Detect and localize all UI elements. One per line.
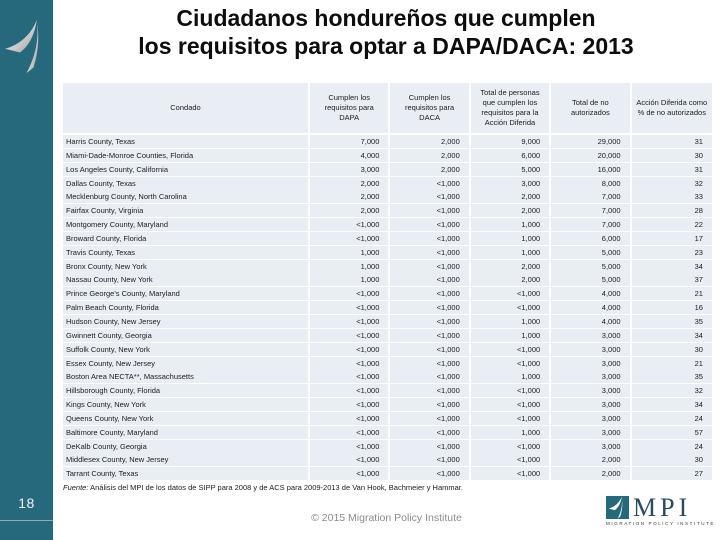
table-row	[63, 412, 712, 425]
cell-porcentaje: 17	[632, 232, 712, 245]
cell-dapa: <1,000	[310, 398, 390, 411]
table-row	[63, 384, 712, 397]
cell-condado: Boston Area NECTA**, Massachusetts	[63, 370, 310, 383]
cell-total-accion-diferida: <1,000	[471, 343, 551, 356]
cell-total-accion-diferida: <1,000	[471, 398, 551, 411]
table-row	[63, 260, 712, 273]
cell-condado: Harris County, Texas	[63, 135, 310, 148]
col-header-daca: Cumplen los requisitos para DACA	[390, 83, 470, 133]
cell-total-no-autorizados: 5,000	[551, 273, 631, 286]
cell-dapa: 2,000	[310, 204, 390, 217]
cell-dapa: 2,000	[310, 177, 390, 190]
table-row	[63, 149, 712, 162]
cell-condado: DeKalb County, Georgia	[63, 440, 310, 453]
cell-dapa: <1,000	[310, 357, 390, 370]
cell-total-no-autorizados: 3,000	[551, 440, 631, 453]
table-row	[63, 273, 712, 286]
cell-total-no-autorizados: 2,000	[551, 453, 631, 466]
cell-dapa: 1,000	[310, 246, 390, 259]
cell-total-no-autorizados: 6,000	[551, 232, 631, 245]
cell-porcentaje: 24	[632, 412, 712, 425]
col-header-total-no-autorizados: Total de no autorizados	[551, 83, 631, 133]
cell-dapa: <1,000	[310, 412, 390, 425]
cell-daca: <1,000	[390, 357, 470, 370]
table-row	[63, 398, 712, 411]
cell-total-no-autorizados: 3,000	[551, 343, 631, 356]
cell-daca: <1,000	[390, 343, 470, 356]
cell-condado: Fairfax County, Virginia	[63, 204, 310, 217]
cell-porcentaje: 34	[632, 398, 712, 411]
cell-dapa: 7,000	[310, 135, 390, 148]
cell-total-accion-diferida: 5,000	[471, 163, 551, 176]
cell-dapa: 1,000	[310, 273, 390, 286]
table-row	[63, 246, 712, 259]
cell-daca: <1,000	[390, 246, 470, 259]
cell-daca: <1,000	[390, 426, 470, 439]
table-row	[63, 177, 712, 190]
cell-condado: Nassau County, New York	[63, 273, 310, 286]
cell-daca: 2,000	[390, 149, 470, 162]
table-row	[63, 343, 712, 356]
cell-daca: <1,000	[390, 315, 470, 328]
cell-daca: <1,000	[390, 287, 470, 300]
cell-condado: Bronx County, New York	[63, 260, 310, 273]
cell-dapa: 4,000	[310, 149, 390, 162]
cell-condado: Broward County, Florida	[63, 232, 310, 245]
data-table	[63, 83, 712, 481]
cell-daca: <1,000	[390, 467, 470, 480]
cell-total-accion-diferida: 9,000	[471, 135, 551, 148]
cell-total-accion-diferida: <1,000	[471, 384, 551, 397]
cell-dapa: <1,000	[310, 232, 390, 245]
cell-total-accion-diferida: 1,000	[471, 370, 551, 383]
cell-total-accion-diferida: <1,000	[471, 412, 551, 425]
cell-total-no-autorizados: 4,000	[551, 301, 631, 314]
cell-dapa: <1,000	[310, 218, 390, 231]
cell-condado: Prince George's County, Maryland	[63, 287, 310, 300]
cell-porcentaje: 23	[632, 246, 712, 259]
title-line-2: los requisitos para optar a DAPA/DACA: 2013	[138, 32, 634, 59]
cell-dapa: <1,000	[310, 426, 390, 439]
cell-daca: <1,000	[390, 440, 470, 453]
cell-porcentaje: 35	[632, 315, 712, 328]
cell-total-accion-diferida: <1,000	[471, 467, 551, 480]
cell-total-no-autorizados: 16,000	[551, 163, 631, 176]
cell-porcentaje: 31	[632, 163, 712, 176]
cell-total-accion-diferida: 2,000	[471, 273, 551, 286]
cell-porcentaje: 21	[632, 287, 712, 300]
cell-condado: Kings County, New York	[63, 398, 310, 411]
cell-daca: <1,000	[390, 329, 470, 342]
cell-porcentaje: 27	[632, 467, 712, 480]
cell-porcentaje: 28	[632, 204, 712, 217]
cell-dapa: <1,000	[310, 301, 390, 314]
cell-condado: Baltimore County, Maryland	[63, 426, 310, 439]
cell-condado: Mecklenburg County, North Carolina	[63, 190, 310, 203]
cell-condado: Tarrant County, Texas	[63, 467, 310, 480]
mpi-logo	[606, 495, 714, 526]
cell-total-no-autorizados: 7,000	[551, 190, 631, 203]
cell-daca: <1,000	[390, 190, 470, 203]
cell-total-no-autorizados: 7,000	[551, 218, 631, 231]
cell-dapa: <1,000	[310, 315, 390, 328]
cell-total-accion-diferida: 1,000	[471, 232, 551, 245]
cell-total-no-autorizados: 5,000	[551, 246, 631, 259]
col-header-dapa: Cumplen los requisitos para DAPA	[310, 83, 390, 133]
cell-total-accion-diferida: <1,000	[471, 357, 551, 370]
table-row	[63, 357, 712, 370]
cell-dapa: 3,000	[310, 163, 390, 176]
slide-title	[56, 5, 716, 60]
table-row	[63, 190, 712, 203]
mpi-logo-row	[606, 493, 714, 522]
cell-condado: Miami-Dade-Monroe Counties, Florida	[63, 149, 310, 162]
cell-condado: Montgomery County, Maryland	[63, 218, 310, 231]
cell-porcentaje: 57	[632, 426, 712, 439]
cell-condado: Travis County, Texas	[63, 246, 310, 259]
table-row	[63, 315, 712, 328]
cell-total-accion-diferida: 3,000	[471, 177, 551, 190]
cell-daca: <1,000	[390, 384, 470, 397]
cell-total-no-autorizados: 3,000	[551, 357, 631, 370]
mpi-square-bird-icon	[606, 496, 629, 519]
cell-total-accion-diferida: 1,000	[471, 218, 551, 231]
table-row	[63, 370, 712, 383]
cell-total-accion-diferida: 1,000	[471, 426, 551, 439]
cell-porcentaje: 30	[632, 453, 712, 466]
cell-daca: 2,000	[390, 163, 470, 176]
cell-daca: <1,000	[390, 177, 470, 190]
source-text: Análisis del MPI de los datos de SIPP para 2008 y de ACS para 2009-2013 de Van Hook, Bachmeier y Hammar.	[88, 483, 463, 492]
sidebar	[0, 0, 53, 540]
cell-porcentaje: 34	[632, 329, 712, 342]
cell-total-accion-diferida: <1,000	[471, 440, 551, 453]
cell-total-no-autorizados: 5,000	[551, 260, 631, 273]
table-header	[63, 83, 712, 133]
table-row	[63, 453, 712, 466]
source-label: Fuente:	[63, 483, 89, 492]
cell-dapa: 2,000	[310, 190, 390, 203]
cell-total-accion-diferida: 1,000	[471, 329, 551, 342]
cell-condado: Suffolk County, New York	[63, 343, 310, 356]
col-header-porcentaje: Acción Diferida como % de no autorizados	[632, 83, 712, 133]
cell-total-accion-diferida: 2,000	[471, 190, 551, 203]
cell-condado: Essex County, New Jersey	[63, 357, 310, 370]
cell-condado: Middlesex County, New Jersey	[63, 453, 310, 466]
cell-total-accion-diferida: <1,000	[471, 453, 551, 466]
table-row	[63, 287, 712, 300]
page-number: 18	[18, 495, 35, 511]
cell-porcentaje: 35	[632, 370, 712, 383]
cell-total-no-autorizados: 3,000	[551, 384, 631, 397]
cell-condado: Hudson County, New Jersey	[63, 315, 310, 328]
cell-total-no-autorizados: 20,000	[551, 149, 631, 162]
cell-daca: <1,000	[390, 273, 470, 286]
cell-porcentaje: 37	[632, 273, 712, 286]
cell-porcentaje: 32	[632, 177, 712, 190]
col-header-total-accion-diferida: Total de personas que cumplen los requisitos para la Acción Diferida	[471, 83, 551, 133]
cell-dapa: <1,000	[310, 453, 390, 466]
cell-porcentaje: 24	[632, 440, 712, 453]
cell-total-accion-diferida: <1,000	[471, 287, 551, 300]
cell-porcentaje: 30	[632, 343, 712, 356]
cell-total-accion-diferida: 1,000	[471, 246, 551, 259]
table-row	[63, 301, 712, 314]
cell-total-no-autorizados: 7,000	[551, 204, 631, 217]
cell-daca: <1,000	[390, 370, 470, 383]
table-row	[63, 440, 712, 453]
sidebar-divider	[0, 520, 53, 521]
cell-total-no-autorizados: 3,000	[551, 426, 631, 439]
cell-daca: <1,000	[390, 204, 470, 217]
cell-porcentaje: 30	[632, 149, 712, 162]
cell-daca: 2,000	[390, 135, 470, 148]
cell-porcentaje: 32	[632, 384, 712, 397]
cell-condado: Queens County, New York	[63, 412, 310, 425]
cell-total-accion-diferida: 2,000	[471, 260, 551, 273]
cell-condado: Gwinnett County, Georgia	[63, 329, 310, 342]
cell-dapa: <1,000	[310, 370, 390, 383]
cell-daca: <1,000	[390, 260, 470, 273]
table-body	[63, 135, 712, 480]
cell-condado: Dallas County, Texas	[63, 177, 310, 190]
cell-porcentaje: 34	[632, 260, 712, 273]
cell-daca: <1,000	[390, 453, 470, 466]
mpi-logo-subtext: MIGRATION POLICY INSTITUTE	[606, 521, 716, 526]
mpi-bird-logo-icon	[3, 18, 50, 74]
col-header-condado: Condado	[63, 83, 310, 133]
cell-daca: <1,000	[390, 398, 470, 411]
cell-dapa: <1,000	[310, 440, 390, 453]
table-row	[63, 232, 712, 245]
cell-total-accion-diferida: 1,000	[471, 315, 551, 328]
cell-total-no-autorizados: 2,000	[551, 467, 631, 480]
cell-dapa: <1,000	[310, 467, 390, 480]
cell-total-accion-diferida: 2,000	[471, 204, 551, 217]
cell-condado: Palm Beach County, Florida	[63, 301, 310, 314]
cell-total-no-autorizados: 3,000	[551, 398, 631, 411]
cell-condado: Los Angeles County, California	[63, 163, 310, 176]
table-row	[63, 329, 712, 342]
cell-total-no-autorizados: 3,000	[551, 329, 631, 342]
cell-porcentaje: 16	[632, 301, 712, 314]
title-line-1: Ciudadanos hondureños que cumplen	[176, 5, 596, 31]
mpi-logo-text: MPI	[633, 493, 692, 522]
cell-daca: <1,000	[390, 218, 470, 231]
table-row	[63, 467, 712, 480]
cell-condado: Hillsborough County, Florida	[63, 384, 310, 397]
cell-dapa: 1,000	[310, 260, 390, 273]
table-row	[63, 135, 712, 148]
cell-dapa: <1,000	[310, 384, 390, 397]
cell-total-no-autorizados: 8,000	[551, 177, 631, 190]
cell-total-no-autorizados: 3,000	[551, 370, 631, 383]
cell-daca: <1,000	[390, 301, 470, 314]
cell-total-no-autorizados: 4,000	[551, 287, 631, 300]
cell-total-no-autorizados: 3,000	[551, 412, 631, 425]
table-row	[63, 426, 712, 439]
cell-porcentaje: 21	[632, 357, 712, 370]
cell-total-accion-diferida: <1,000	[471, 301, 551, 314]
cell-porcentaje: 22	[632, 218, 712, 231]
cell-daca: <1,000	[390, 232, 470, 245]
table-row	[63, 218, 712, 231]
cell-dapa: <1,000	[310, 287, 390, 300]
cell-total-no-autorizados: 4,000	[551, 315, 631, 328]
cell-total-accion-diferida: 6,000	[471, 149, 551, 162]
table-row	[63, 204, 712, 217]
copyright-text: © 2015 Migration Policy Institute	[311, 512, 462, 524]
table-row	[63, 163, 712, 176]
cell-porcentaje: 33	[632, 190, 712, 203]
cell-dapa: <1,000	[310, 329, 390, 342]
cell-dapa: <1,000	[310, 343, 390, 356]
source-note	[63, 483, 713, 492]
cell-total-no-autorizados: 29,000	[551, 135, 631, 148]
cell-daca: <1,000	[390, 412, 470, 425]
cell-porcentaje: 31	[632, 135, 712, 148]
